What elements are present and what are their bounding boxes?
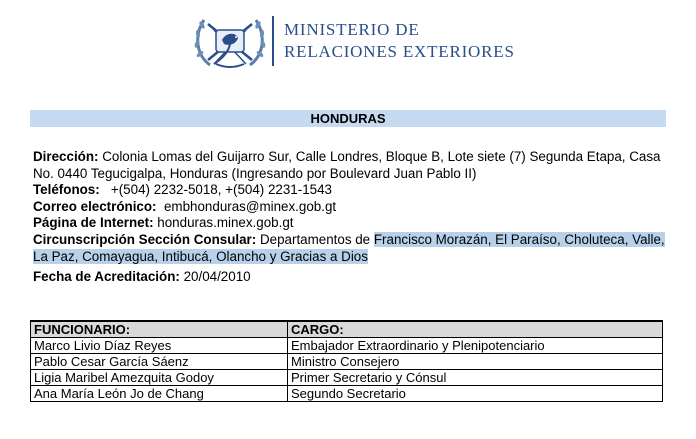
table-row <box>31 370 663 386</box>
correo-row <box>33 199 673 216</box>
table-row <box>31 386 663 402</box>
direccion-label: Dirección: <box>33 149 99 164</box>
funcionario-cell: Pablo Cesar García Sáenz <box>31 354 288 370</box>
cargo-text: Segundo Secretario <box>291 386 406 401</box>
pagina-label: Página de Internet: <box>33 215 154 231</box>
funcionario-cell: Ligia Maribel Amezquita Godoy <box>31 370 288 386</box>
fecha-row <box>33 269 673 286</box>
country-heading: HONDURAS <box>30 110 666 127</box>
cargo-cell <box>288 338 663 354</box>
correo-label: Correo electrónico: <box>33 198 157 214</box>
telefonos-value: +(504) 2232-5018, +(504) 2231-1543 <box>110 182 333 198</box>
officials-table <box>30 320 663 402</box>
funcionario-cell: Marco Livio Díaz Reyes <box>31 338 288 354</box>
header-divider <box>272 16 274 66</box>
cargo-text: Embajador Extraordinario y Plenipotenciario <box>291 338 545 353</box>
pagina-value: honduras.minex.gob.gt <box>157 215 294 231</box>
circunscripcion-value: Departamentos de <box>259 231 371 247</box>
embassy-info <box>33 149 673 286</box>
direccion-value: Colonia Lomas del Guijarro Sur, Calle Londres, Bloque B, Lote siete (7) Segunda Etapa, Casa No. 0440 Tegucigalpa, Honduras (Ingresando por Boulevard Juan Pablo II) <box>33 149 661 181</box>
table-header-row <box>31 321 663 338</box>
telefonos-label: Teléfonos: <box>33 182 100 198</box>
header-funcionario: FUNCIONARIO: <box>31 321 288 338</box>
correo-value: embhonduras@minex.gob.gt <box>163 198 337 214</box>
cargo-cell: Ministro Consejero <box>288 354 663 370</box>
circunscripcion-label: Circunscripción Sección Consular: <box>33 231 257 247</box>
telefonos-row <box>33 182 673 199</box>
letterhead <box>190 10 515 72</box>
guatemala-coat-of-arms-icon <box>190 10 270 72</box>
circunscripcion-row <box>33 232 673 265</box>
direccion-row <box>33 149 673 182</box>
cargo-cell <box>288 386 663 402</box>
cargo-cell: Primer Secretario y Cónsul <box>288 370 663 386</box>
fecha-value: 20/04/2010 <box>183 269 251 285</box>
header-cargo: CARGO: <box>288 321 663 338</box>
ministry-line-1: MINISTERIO DE <box>284 20 420 39</box>
circunscripcion-departments: Francisco Morazán, El Paraíso, Choluteca, Valle, La Paz, Comayagua, Intibucá, Olancho y Gracias a Dios <box>33 231 665 264</box>
table-row <box>31 354 663 370</box>
fecha-label: Fecha de Acreditación: <box>33 269 180 285</box>
funcionario-cell: Ana María León Jo de Chang <box>31 386 288 402</box>
ministry-name <box>284 19 515 63</box>
pagina-row <box>33 215 673 232</box>
ministry-line-2: RELACIONES EXTERIORES <box>284 42 515 61</box>
table-row <box>31 338 663 354</box>
